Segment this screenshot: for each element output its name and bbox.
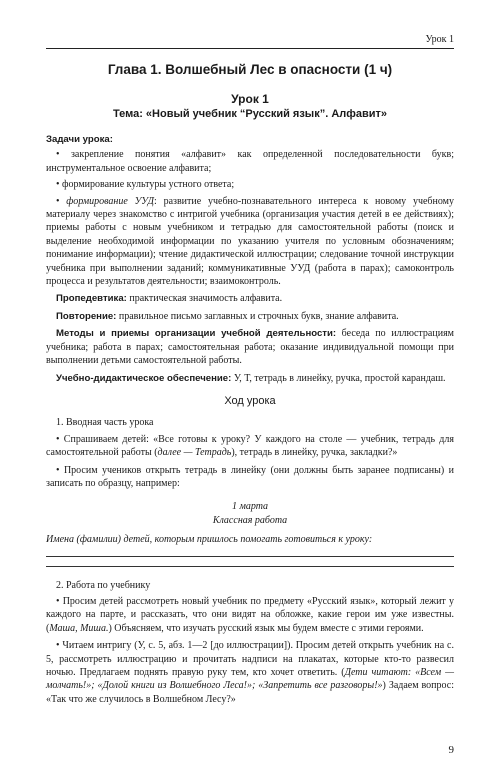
methods-paragraph: Методы и приемы организации учебной деятельности: беседа по иллюстрациям учебника; работа в парах; самостоятельная работа; оказание индивидуальной помощи при выполнении детьми самостоятельной работы. [46,328,454,367]
lesson-title: Урок 1 [231,92,269,106]
page-number: 9 [448,744,454,756]
propaedeutics-paragraph: Пропедевтика: практическая значимость алфавита. [56,293,283,305]
part2-heading: 2. Работа по учебнику [56,579,151,591]
task-item: • формирование УУД: развитие учебно-познавательного интереса к новому учебному материалу через знакомство с интригой учебника (организация участия детей в ее действиях); приемы работы с новым учебником и тетрадью для самостоятельной работы (поиск и выделение необходимой информации по указанию учителя по условным обозначениям; понимание информации); чтение дидактической иллюстрации; следование точной инструкции учебника при выполнении заданий; коммуникативные УУД (работа в парах); самоконтроль процесса и результатов деятельности; взаимоконтроль. [46,195,454,288]
materials-paragraph: Учебно-дидактическое обеспечение: У, Т, тетрадь в линейку, ручка, простой карандаш. [56,372,446,384]
fill-line [46,557,454,567]
part1-paragraph: • Просим учеников открыть тетрадь в линейку (они должны быть заранее подписаны) и записать по образцу, например: [46,464,454,489]
lesson-flow-heading: Ход урока [224,394,276,407]
task-item: • закрепление понятия «алфавит» как определенной последовательности букв; инструментальное освоение алфавита; [46,149,454,174]
task-item: • формирование культуры устного ответа; [56,179,235,191]
names-prompt: Имена (фамилии) детей, которым пришлось помогать готовиться к уроку: [46,534,373,546]
part1-heading: 1. Вводная часть урока [56,417,154,429]
part1-paragraph: • Спрашиваем детей: «Все готовы к уроку? У каждого на столе — учебник, тетрадь для самостоятельной работы (далее — Тетрадь), тетрадь в линейку, ручка, закладки?» [46,433,454,459]
header-rule [46,48,454,49]
sample-work-title: Классная работа [212,514,288,526]
topic-title: Тема: «Новый учебник “Русский язык”. Алфавит» [112,108,388,120]
chapter-title: Глава 1. Волшебный Лес в опасности (1 ч) [107,62,393,77]
fill-line [46,547,454,557]
tasks-heading: Задачи урока: [46,134,113,145]
part2-paragraph: • Просим детей рассмотреть новый учебник по предмету «Русский язык», который лежит у каждого на парте, и рассказать, что они видят на обложке, какие герои им уже известны. (Маша, Миша.) Объясняем, что изучать русский язык мы будем вместе с этими героями. [46,595,454,634]
part2-paragraph: • Читаем интригу (У, с. 5, абз. 1—2 [до иллюстрации]). Просим детей открыть учебник на с. 5, рассмотреть иллюстрацию и прочитать надписи на плакатах, которые кто-то развесил ночью. Предлагаем поднять правую руку тем, кто хочет ответить. (Дети читают: «Всем — молчать!»; «Долой книги из Волшебного Леса!»; «Запретить все разговоры!») Задаем вопрос: «Так что же случилось в Волшебном Лесу?» [46,640,455,705]
page-content [46,62,454,710]
running-head: Урок 1 [425,34,454,45]
sample-date: 1 марта [231,501,269,513]
review-paragraph: Повторение: правильное письмо заглавных и строчных букв, знание алфавита. [56,310,399,322]
